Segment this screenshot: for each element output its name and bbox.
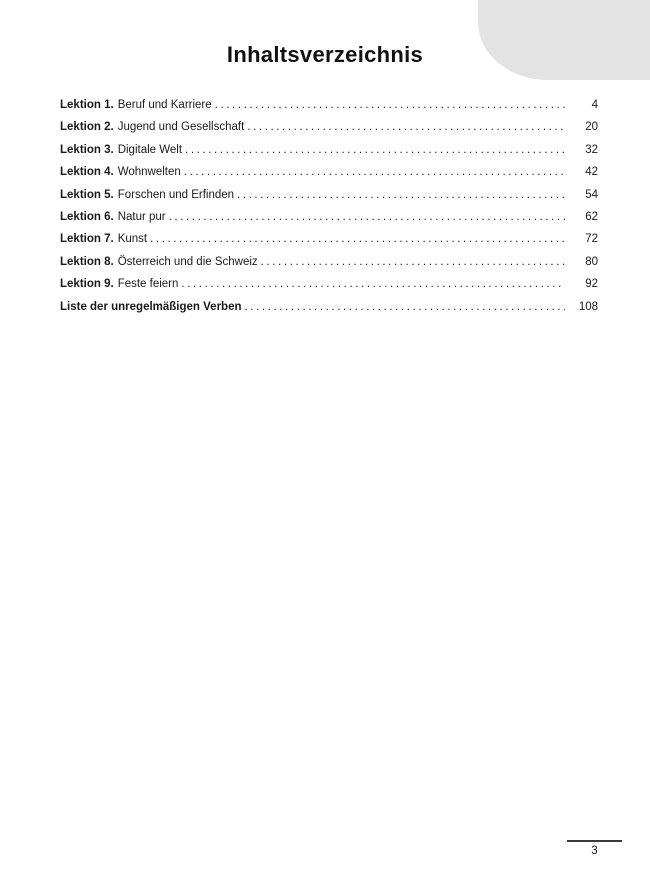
toc-row [60, 139, 598, 161]
toc-entry-title: Natur pur [117, 210, 166, 223]
dot-leader [261, 251, 565, 273]
dot-leader [150, 228, 565, 250]
toc-entry-page: 32 [585, 143, 598, 156]
toc-row [60, 161, 598, 183]
toc-entry-title: Österreich und die Schweiz [117, 255, 258, 268]
toc-entry-label: Lektion 4. [60, 166, 114, 179]
toc-entry-label: Lektion 6. [60, 210, 114, 223]
toc-entry-title: Kunst [117, 233, 148, 246]
dot-leader [237, 184, 565, 206]
toc-entry-page: 92 [585, 278, 598, 291]
toc-entry-page: 80 [585, 255, 598, 268]
dot-leader [181, 273, 565, 295]
toc-entry-label: Lektion 5. [60, 188, 114, 201]
footer-page-number: 3 [591, 845, 598, 857]
toc-row [60, 116, 598, 138]
toc-entry-title: Forschen und Erfinden [117, 188, 235, 201]
toc-entry-title: Wohnwelten [117, 166, 181, 179]
dot-leader [247, 116, 565, 138]
toc-entry-label: Lektion 2. [60, 121, 114, 134]
dot-leader [169, 206, 565, 228]
toc-row [60, 296, 598, 318]
toc-entry-page: 4 [591, 99, 598, 111]
toc-entry-page: 62 [585, 210, 598, 223]
toc-entry-title: Jugend und Gesellschaft [117, 121, 245, 134]
toc-entry-label: Lektion 1. [60, 99, 114, 111]
toc-row [60, 273, 598, 295]
toc-entry-title: Digitale Welt [117, 143, 183, 156]
toc-entry-page: 54 [585, 188, 598, 201]
page-footer [567, 840, 622, 857]
dot-leader [185, 139, 565, 161]
toc-list [60, 94, 598, 318]
footer-rule [567, 840, 622, 842]
toc-row [60, 184, 598, 206]
toc-entry-title: Beruf und Karriere [117, 99, 212, 111]
page-title: Inhaltsverzeichnis [226, 42, 424, 67]
toc-entry-label: Liste der unregelmäßigen Verben [60, 300, 242, 313]
toc-entry-page: 42 [585, 166, 598, 179]
toc-entry-label: Lektion 8. [60, 255, 114, 268]
toc-row [60, 251, 598, 273]
toc-entry-label: Lektion 9. [60, 278, 114, 291]
toc-entry-page: 20 [585, 121, 598, 134]
toc-entry-label: Lektion 3. [60, 143, 114, 156]
toc-entry-label: Lektion 7. [60, 233, 114, 246]
toc-row [60, 94, 598, 116]
dot-leader [245, 296, 566, 318]
dot-leader [184, 161, 565, 183]
toc-row [60, 228, 598, 250]
dot-leader [215, 94, 565, 116]
toc-row [60, 206, 598, 228]
toc-entry-title: Feste feiern [117, 278, 179, 291]
toc-entry-page: 108 [578, 300, 598, 313]
toc-entry-page: 72 [585, 233, 598, 246]
